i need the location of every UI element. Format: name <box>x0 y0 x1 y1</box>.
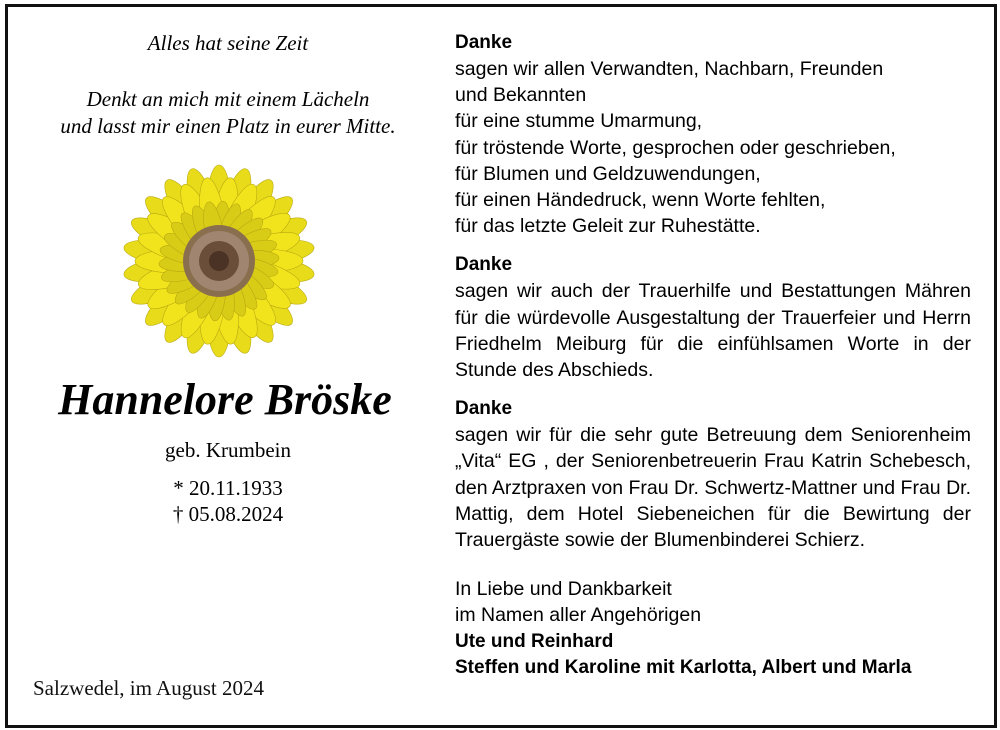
poem-line-2: und lasst mir einen Platz in eurer Mitte. <box>60 114 396 138</box>
section-1-line: sagen wir allen Verwandten, Nachbarn, Freunden <box>455 58 884 80</box>
flower-icon <box>120 164 330 364</box>
section-2-heading: Danke <box>455 254 513 276</box>
section-2-text: sagen wir auch der Trauerhilfe und Bestattungen Mähren für die würdevolle Ausgestaltung der Trauerfeier und Herrn Friedhelm Meiburg für die einfühlsamen Worte in der Stunde des Abschieds. <box>455 280 971 382</box>
section-1-heading: Danke <box>455 32 513 53</box>
poem-line-1: Denkt an mich mit einem Lächeln <box>86 87 370 111</box>
section-1-line: für einen Händedruck, wenn Worte fehlten, <box>455 189 826 212</box>
section-1-line: für tröstende Worte, gesprochen oder geschrieben, <box>455 136 896 159</box>
birth-date: * 20.11.1933 <box>173 476 283 500</box>
section-1-line: und Bekannten <box>455 84 587 107</box>
section-3-text: sagen wir für die sehr gute Betreuung dem Seniorenheim „Vita“ EG , der Seniorenbetreuerin Frau Katrin Schebesch, den Arztpraxen von Frau Dr. Schwertz-Mattner und Frau Dr. Mattig, dem Hotel Siebeneichen für die Bewirtung der Trauergäste sowie der Blumenbinderei Schierz. <box>455 424 971 552</box>
section-1-line: für eine stumme Umarmung, <box>455 110 703 133</box>
closing-line-2: im Namen aller Angehörigen <box>455 604 702 627</box>
signature-line-1: Ute und Reinhard <box>455 630 614 652</box>
death-date: † 05.08.2024 <box>172 502 284 526</box>
closing-line-1: In Liebe und Dankbarkeit <box>455 578 672 601</box>
section-1-line: für Blumen und Geldzuwendungen, <box>455 162 761 185</box>
motto: Alles hat seine Zeit <box>147 31 309 55</box>
section-3-heading: Danke <box>455 398 513 420</box>
signature-line-2: Steffen und Karoline mit Karlotta, Albert und Marla <box>455 656 912 678</box>
section-1-line: für das letzte Geleit zur Ruhestätte. <box>455 215 761 238</box>
maiden-name: geb. Krumbein <box>165 438 291 462</box>
thanks-column <box>455 30 973 681</box>
place-date: Salzwedel, im August 2024 <box>33 676 264 700</box>
deceased-name: Hannelore Bröske <box>58 375 392 424</box>
